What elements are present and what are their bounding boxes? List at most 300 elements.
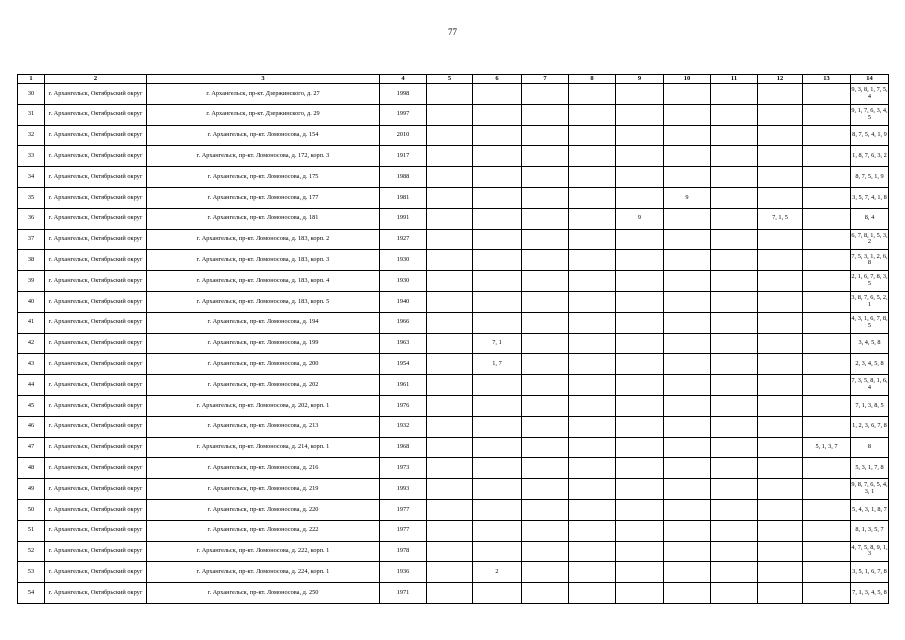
address-cell: г. Архангельск, пр-кт. Ломоносова, д. 214, корп. 1 bbox=[147, 437, 380, 458]
col-7-cell bbox=[522, 104, 569, 125]
col-10-cell bbox=[664, 84, 711, 105]
col-11-cell bbox=[711, 250, 758, 271]
address-cell: г. Архангельск, пр-кт. Ломоносова, д. 222 bbox=[147, 520, 380, 541]
col-8-cell bbox=[569, 312, 616, 333]
col-8-cell bbox=[569, 104, 616, 125]
table-row bbox=[18, 104, 889, 125]
col-9-cell bbox=[616, 416, 664, 437]
col-10-cell bbox=[664, 520, 711, 541]
row-number-cell: 32 bbox=[18, 125, 45, 146]
col-14-cell: 3, 8, 7, 6, 5, 2, 1 bbox=[851, 291, 889, 312]
col-6-cell bbox=[473, 104, 522, 125]
col-13-cell bbox=[803, 395, 851, 416]
col-13-cell bbox=[803, 187, 851, 208]
column-header-10: 10 bbox=[664, 75, 711, 84]
district-cell: г. Архангельск, Октябрьский округ bbox=[45, 583, 147, 604]
col-6-cell bbox=[473, 229, 522, 250]
column-header-13: 13 bbox=[803, 75, 851, 84]
col-14-cell: 8, 4 bbox=[851, 208, 889, 229]
row-number-cell: 43 bbox=[18, 354, 45, 375]
col-7-cell bbox=[522, 416, 569, 437]
col-14-cell: 9, 3, 8, 1, 7, 5, 4 bbox=[851, 84, 889, 105]
col-13-cell bbox=[803, 250, 851, 271]
year-cell: 1963 bbox=[380, 333, 427, 354]
year-cell: 1993 bbox=[380, 479, 427, 500]
year-cell: 1927 bbox=[380, 229, 427, 250]
col-10-cell bbox=[664, 458, 711, 479]
col-11-cell bbox=[711, 354, 758, 375]
col-6-cell bbox=[473, 208, 522, 229]
district-cell: г. Архангельск, Октябрьский округ bbox=[45, 479, 147, 500]
col-10-cell bbox=[664, 499, 711, 520]
col-8-cell bbox=[569, 187, 616, 208]
col-9-cell bbox=[616, 250, 664, 271]
col-14-cell: 7, 1, 3, 8, 5 bbox=[851, 395, 889, 416]
col-5-cell bbox=[427, 395, 473, 416]
col-11-cell bbox=[711, 395, 758, 416]
column-header-14: 14 bbox=[851, 75, 889, 84]
registry-table bbox=[17, 74, 889, 604]
district-cell: г. Архангельск, Октябрьский округ bbox=[45, 333, 147, 354]
year-cell: 1930 bbox=[380, 250, 427, 271]
col-12-cell bbox=[758, 291, 803, 312]
col-9-cell bbox=[616, 541, 664, 562]
district-cell: г. Архангельск, Октябрьский округ bbox=[45, 250, 147, 271]
col-12-cell bbox=[758, 167, 803, 188]
header-row bbox=[18, 75, 889, 84]
col-8-cell bbox=[569, 541, 616, 562]
col-5-cell bbox=[427, 416, 473, 437]
table-row bbox=[18, 333, 889, 354]
address-cell: г. Архангельск, пр-кт. Ломоносова, д. 183, корп. 4 bbox=[147, 271, 380, 292]
col-7-cell bbox=[522, 375, 569, 396]
col-12-cell bbox=[758, 229, 803, 250]
col-7-cell bbox=[522, 354, 569, 375]
col-5-cell bbox=[427, 84, 473, 105]
col-13-cell: 5, 1, 3, 7 bbox=[803, 437, 851, 458]
address-cell: г. Архангельск, пр-кт. Ломоносова, д. 183, корп. 2 bbox=[147, 229, 380, 250]
col-10-cell bbox=[664, 146, 711, 167]
col-7-cell bbox=[522, 499, 569, 520]
col-9-cell bbox=[616, 499, 664, 520]
address-cell: г. Архангельск, пр-кт. Ломоносова, д. 200 bbox=[147, 354, 380, 375]
col-6-cell bbox=[473, 167, 522, 188]
col-5-cell bbox=[427, 333, 473, 354]
col-10-cell bbox=[664, 125, 711, 146]
col-11-cell bbox=[711, 583, 758, 604]
address-cell: г. Архангельск, пр-кт. Ломоносова, д. 183, корп. 3 bbox=[147, 250, 380, 271]
year-cell: 1961 bbox=[380, 375, 427, 396]
col-12-cell bbox=[758, 583, 803, 604]
column-header-9: 9 bbox=[616, 75, 664, 84]
col-11-cell bbox=[711, 437, 758, 458]
address-cell: г. Архангельск, пр-кт. Ломоносова, д. 250 bbox=[147, 583, 380, 604]
table-row bbox=[18, 562, 889, 583]
district-cell: г. Архангельск, Октябрьский округ bbox=[45, 187, 147, 208]
district-cell: г. Архангельск, Октябрьский округ bbox=[45, 104, 147, 125]
col-10-cell bbox=[664, 208, 711, 229]
district-cell: г. Архангельск, Октябрьский округ bbox=[45, 562, 147, 583]
col-5-cell bbox=[427, 541, 473, 562]
col-14-cell: 9, 8, 7, 6, 5, 4, 3, 1 bbox=[851, 479, 889, 500]
col-10-cell bbox=[664, 333, 711, 354]
col-13-cell bbox=[803, 146, 851, 167]
col-6-cell bbox=[473, 125, 522, 146]
col-13-cell bbox=[803, 271, 851, 292]
district-cell: г. Архангельск, Октябрьский округ bbox=[45, 354, 147, 375]
address-cell: г. Архангельск, пр-кт. Ломоносова, д. 175 bbox=[147, 167, 380, 188]
col-9-cell bbox=[616, 84, 664, 105]
col-7-cell bbox=[522, 458, 569, 479]
table-row bbox=[18, 312, 889, 333]
col-7-cell bbox=[522, 84, 569, 105]
column-header-4: 4 bbox=[380, 75, 427, 84]
col-5-cell bbox=[427, 375, 473, 396]
col-5-cell bbox=[427, 187, 473, 208]
col-6-cell bbox=[473, 416, 522, 437]
year-cell: 1954 bbox=[380, 354, 427, 375]
column-header-8: 8 bbox=[569, 75, 616, 84]
table-row bbox=[18, 499, 889, 520]
col-5-cell bbox=[427, 104, 473, 125]
col-14-cell: 5, 3, 1, 7, 8 bbox=[851, 458, 889, 479]
address-cell: г. Архангельск, пр-кт. Ломоносова, д. 202 bbox=[147, 375, 380, 396]
col-10-cell bbox=[664, 104, 711, 125]
table-row bbox=[18, 520, 889, 541]
col-6-cell bbox=[473, 291, 522, 312]
col-6-cell bbox=[473, 541, 522, 562]
col-11-cell bbox=[711, 458, 758, 479]
col-6-cell bbox=[473, 375, 522, 396]
col-11-cell bbox=[711, 333, 758, 354]
row-number-cell: 46 bbox=[18, 416, 45, 437]
col-12-cell bbox=[758, 437, 803, 458]
table-row bbox=[18, 583, 889, 604]
row-number-cell: 39 bbox=[18, 271, 45, 292]
col-12-cell bbox=[758, 375, 803, 396]
col-7-cell bbox=[522, 479, 569, 500]
col-11-cell bbox=[711, 187, 758, 208]
col-5-cell bbox=[427, 479, 473, 500]
row-number-cell: 42 bbox=[18, 333, 45, 354]
district-cell: г. Архангельск, Октябрьский округ bbox=[45, 375, 147, 396]
col-12-cell bbox=[758, 395, 803, 416]
col-14-cell: 4, 7, 5, 8, 9, 1, 3 bbox=[851, 541, 889, 562]
col-10-cell bbox=[664, 416, 711, 437]
address-cell: г. Архангельск, пр-кт. Ломоносова, д. 183, корп. 5 bbox=[147, 291, 380, 312]
col-14-cell: 1, 2, 3, 6, 7, 8 bbox=[851, 416, 889, 437]
col-5-cell bbox=[427, 291, 473, 312]
col-6-cell: 2 bbox=[473, 562, 522, 583]
year-cell: 1981 bbox=[380, 187, 427, 208]
address-cell: г. Архангельск, пр-кт. Дзержинского, д. 29 bbox=[147, 104, 380, 125]
col-11-cell bbox=[711, 167, 758, 188]
table-row bbox=[18, 395, 889, 416]
row-number-cell: 47 bbox=[18, 437, 45, 458]
col-11-cell bbox=[711, 312, 758, 333]
row-number-cell: 37 bbox=[18, 229, 45, 250]
col-14-cell: 3, 5, 7, 4, 1, 8 bbox=[851, 187, 889, 208]
col-10-cell: 9 bbox=[664, 187, 711, 208]
col-7-cell bbox=[522, 250, 569, 271]
col-12-cell bbox=[758, 84, 803, 105]
col-14-cell: 7, 5, 3, 1, 2, 6, 8 bbox=[851, 250, 889, 271]
district-cell: г. Архангельск, Октябрьский округ bbox=[45, 437, 147, 458]
row-number-cell: 33 bbox=[18, 146, 45, 167]
col-12-cell bbox=[758, 458, 803, 479]
address-cell: г. Архангельск, пр-кт. Ломоносова, д. 219 bbox=[147, 479, 380, 500]
col-5-cell bbox=[427, 208, 473, 229]
row-number-cell: 34 bbox=[18, 167, 45, 188]
year-cell: 1977 bbox=[380, 520, 427, 541]
col-12-cell bbox=[758, 562, 803, 583]
col-14-cell: 1, 8, 7, 6, 3, 2 bbox=[851, 146, 889, 167]
year-cell: 1940 bbox=[380, 291, 427, 312]
col-8-cell bbox=[569, 271, 616, 292]
table-row bbox=[18, 375, 889, 396]
col-10-cell bbox=[664, 271, 711, 292]
row-number-cell: 31 bbox=[18, 104, 45, 125]
col-7-cell bbox=[522, 583, 569, 604]
col-14-cell: 7, 3, 5, 8, 1, 6, 4 bbox=[851, 375, 889, 396]
col-7-cell bbox=[522, 125, 569, 146]
col-9-cell bbox=[616, 125, 664, 146]
address-cell: г. Архангельск, пр-кт. Ломоносова, д. 220 bbox=[147, 499, 380, 520]
col-11-cell bbox=[711, 125, 758, 146]
table-header bbox=[18, 75, 889, 84]
year-cell: 1971 bbox=[380, 583, 427, 604]
col-9-cell bbox=[616, 354, 664, 375]
col-13-cell bbox=[803, 520, 851, 541]
col-5-cell bbox=[427, 229, 473, 250]
col-5-cell bbox=[427, 437, 473, 458]
col-9-cell: 9 bbox=[616, 208, 664, 229]
col-6-cell bbox=[473, 520, 522, 541]
col-12-cell bbox=[758, 479, 803, 500]
col-7-cell bbox=[522, 229, 569, 250]
col-13-cell bbox=[803, 125, 851, 146]
table-row bbox=[18, 416, 889, 437]
year-cell: 1997 bbox=[380, 104, 427, 125]
col-9-cell bbox=[616, 312, 664, 333]
col-6-cell bbox=[473, 583, 522, 604]
col-12-cell bbox=[758, 416, 803, 437]
col-6-cell: 7, 1 bbox=[473, 333, 522, 354]
col-7-cell bbox=[522, 541, 569, 562]
row-number-cell: 36 bbox=[18, 208, 45, 229]
year-cell: 1966 bbox=[380, 312, 427, 333]
district-cell: г. Архангельск, Октябрьский округ bbox=[45, 125, 147, 146]
col-9-cell bbox=[616, 583, 664, 604]
col-5-cell bbox=[427, 583, 473, 604]
col-12-cell bbox=[758, 104, 803, 125]
col-8-cell bbox=[569, 520, 616, 541]
column-header-6: 6 bbox=[473, 75, 522, 84]
row-number-cell: 30 bbox=[18, 84, 45, 105]
col-9-cell bbox=[616, 437, 664, 458]
address-cell: г. Архангельск, пр-кт. Ломоносова, д. 181 bbox=[147, 208, 380, 229]
col-12-cell bbox=[758, 125, 803, 146]
table-row bbox=[18, 479, 889, 500]
table-body bbox=[18, 84, 889, 604]
col-14-cell: 8, 1, 3, 5, 7 bbox=[851, 520, 889, 541]
col-14-cell: 2, 3, 4, 5, 8 bbox=[851, 354, 889, 375]
col-10-cell bbox=[664, 250, 711, 271]
district-cell: г. Архангельск, Октябрьский округ bbox=[45, 520, 147, 541]
col-12-cell: 7, 1, 5 bbox=[758, 208, 803, 229]
row-number-cell: 44 bbox=[18, 375, 45, 396]
col-7-cell bbox=[522, 208, 569, 229]
col-10-cell bbox=[664, 375, 711, 396]
col-10-cell bbox=[664, 479, 711, 500]
year-cell: 1968 bbox=[380, 437, 427, 458]
col-7-cell bbox=[522, 187, 569, 208]
district-cell: г. Архангельск, Октябрьский округ bbox=[45, 208, 147, 229]
col-8-cell bbox=[569, 229, 616, 250]
col-11-cell bbox=[711, 499, 758, 520]
table-row bbox=[18, 271, 889, 292]
district-cell: г. Архангельск, Октябрьский округ bbox=[45, 458, 147, 479]
col-14-cell: 7, 1, 3, 4, 5, 8 bbox=[851, 583, 889, 604]
col-8-cell bbox=[569, 499, 616, 520]
col-5-cell bbox=[427, 271, 473, 292]
col-13-cell bbox=[803, 84, 851, 105]
row-number-cell: 49 bbox=[18, 479, 45, 500]
col-8-cell bbox=[569, 583, 616, 604]
col-13-cell bbox=[803, 416, 851, 437]
col-12-cell bbox=[758, 499, 803, 520]
col-8-cell bbox=[569, 562, 616, 583]
col-9-cell bbox=[616, 562, 664, 583]
col-7-cell bbox=[522, 146, 569, 167]
address-cell: г. Архангельск, пр-кт. Ломоносова, д. 172, корп. 3 bbox=[147, 146, 380, 167]
col-13-cell bbox=[803, 312, 851, 333]
col-5-cell bbox=[427, 458, 473, 479]
col-12-cell bbox=[758, 187, 803, 208]
col-13-cell bbox=[803, 541, 851, 562]
address-cell: г. Архангельск, пр-кт. Ломоносова, д. 199 bbox=[147, 333, 380, 354]
col-9-cell bbox=[616, 458, 664, 479]
address-cell: г. Архангельск, пр-кт. Ломоносова, д. 213 bbox=[147, 416, 380, 437]
col-6-cell bbox=[473, 84, 522, 105]
col-8-cell bbox=[569, 354, 616, 375]
col-6-cell bbox=[473, 250, 522, 271]
col-14-cell: 4, 3, 1, 6, 7, 8, 5 bbox=[851, 312, 889, 333]
col-9-cell bbox=[616, 271, 664, 292]
col-5-cell bbox=[427, 499, 473, 520]
col-8-cell bbox=[569, 84, 616, 105]
col-8-cell bbox=[569, 208, 616, 229]
col-7-cell bbox=[522, 333, 569, 354]
district-cell: г. Архангельск, Октябрьский округ bbox=[45, 229, 147, 250]
col-6-cell bbox=[473, 146, 522, 167]
col-8-cell bbox=[569, 416, 616, 437]
col-7-cell bbox=[522, 271, 569, 292]
col-10-cell bbox=[664, 541, 711, 562]
col-11-cell bbox=[711, 84, 758, 105]
row-number-cell: 51 bbox=[18, 520, 45, 541]
col-5-cell bbox=[427, 146, 473, 167]
year-cell: 1991 bbox=[380, 208, 427, 229]
col-12-cell bbox=[758, 271, 803, 292]
col-5-cell bbox=[427, 520, 473, 541]
col-13-cell bbox=[803, 167, 851, 188]
address-cell: г. Архангельск, пр-кт. Ломоносова, д. 216 bbox=[147, 458, 380, 479]
table-row bbox=[18, 354, 889, 375]
col-12-cell bbox=[758, 520, 803, 541]
table-row bbox=[18, 229, 889, 250]
col-10-cell bbox=[664, 395, 711, 416]
col-13-cell bbox=[803, 583, 851, 604]
col-13-cell bbox=[803, 104, 851, 125]
district-cell: г. Архангельск, Октябрьский округ bbox=[45, 271, 147, 292]
row-number-cell: 53 bbox=[18, 562, 45, 583]
address-cell: г. Архангельск, пр-кт. Ломоносова, д. 224, корп. 1 bbox=[147, 562, 380, 583]
col-10-cell bbox=[664, 312, 711, 333]
col-7-cell bbox=[522, 312, 569, 333]
col-14-cell: 8, 7, 5, 1, 9 bbox=[851, 167, 889, 188]
col-8-cell bbox=[569, 250, 616, 271]
year-cell: 1973 bbox=[380, 458, 427, 479]
col-11-cell bbox=[711, 229, 758, 250]
col-5-cell bbox=[427, 167, 473, 188]
col-8-cell bbox=[569, 437, 616, 458]
table-row bbox=[18, 125, 889, 146]
col-6-cell bbox=[473, 271, 522, 292]
column-header-7: 7 bbox=[522, 75, 569, 84]
address-cell: г. Архангельск, пр-кт. Дзержинского, д. 27 bbox=[147, 84, 380, 105]
col-10-cell bbox=[664, 291, 711, 312]
row-number-cell: 54 bbox=[18, 583, 45, 604]
col-7-cell bbox=[522, 437, 569, 458]
table-row bbox=[18, 208, 889, 229]
col-11-cell bbox=[711, 520, 758, 541]
col-8-cell bbox=[569, 146, 616, 167]
col-11-cell bbox=[711, 479, 758, 500]
col-10-cell bbox=[664, 437, 711, 458]
column-header-3: 3 bbox=[147, 75, 380, 84]
table-row bbox=[18, 187, 889, 208]
address-cell: г. Архангельск, пр-кт. Ломоносова, д. 154 bbox=[147, 125, 380, 146]
table-row bbox=[18, 167, 889, 188]
row-number-cell: 52 bbox=[18, 541, 45, 562]
year-cell: 2010 bbox=[380, 125, 427, 146]
col-13-cell bbox=[803, 479, 851, 500]
column-header-5: 5 bbox=[427, 75, 473, 84]
col-14-cell: 3, 5, 1, 6, 7, 8 bbox=[851, 562, 889, 583]
col-11-cell bbox=[711, 291, 758, 312]
col-6-cell bbox=[473, 312, 522, 333]
col-12-cell bbox=[758, 333, 803, 354]
year-cell: 1978 bbox=[380, 541, 427, 562]
col-11-cell bbox=[711, 271, 758, 292]
col-12-cell bbox=[758, 354, 803, 375]
col-6-cell bbox=[473, 187, 522, 208]
table-row bbox=[18, 458, 889, 479]
district-cell: г. Архангельск, Октябрьский округ bbox=[45, 499, 147, 520]
col-6-cell bbox=[473, 458, 522, 479]
col-7-cell bbox=[522, 520, 569, 541]
col-12-cell bbox=[758, 250, 803, 271]
col-6-cell: 1, 7 bbox=[473, 354, 522, 375]
col-8-cell bbox=[569, 479, 616, 500]
col-6-cell bbox=[473, 499, 522, 520]
col-14-cell: 9, 1, 7, 6, 3, 4, 5 bbox=[851, 104, 889, 125]
col-5-cell bbox=[427, 312, 473, 333]
year-cell: 1917 bbox=[380, 146, 427, 167]
col-13-cell bbox=[803, 208, 851, 229]
table-row bbox=[18, 437, 889, 458]
